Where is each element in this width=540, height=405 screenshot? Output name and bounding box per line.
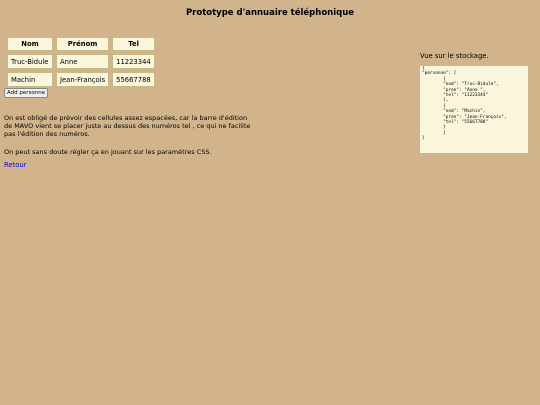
cell-prenom[interactable]: Anne: [56, 54, 109, 69]
cell-prenom[interactable]: Jean-François: [56, 72, 109, 87]
note-paragraph: On peut sans doute régler ça en jouant sur les paramètres CSS.: [4, 148, 212, 156]
cell-nom[interactable]: Truc-Bidule: [7, 54, 53, 69]
phone-directory-table: [4, 34, 158, 90]
column-header-nom: Nom: [7, 37, 53, 51]
cell-nom[interactable]: Machin: [7, 72, 53, 87]
cell-tel[interactable]: 55667788: [112, 72, 155, 87]
column-header-prenom: Prénom: [56, 37, 109, 51]
storage-json-view: { "personne": [ { "nom": "Truc-Bidule", "pren": "Anne ", "tel": "11223344" }, { "nom": "Machin", "pren": "Jean-François", "tel": "55667788" } ] }: [419, 65, 529, 154]
table-row: [7, 72, 155, 87]
cell-tel[interactable]: 11223344: [112, 54, 155, 69]
column-header-tel: Tel: [112, 37, 155, 51]
explanation-note: [4, 114, 254, 166]
back-link[interactable]: Retour: [4, 161, 27, 169]
add-personne-button[interactable]: Add personne: [4, 88, 48, 98]
table-row: [7, 54, 155, 69]
page-title: Prototype d'annuaire téléphonique: [185, 8, 355, 18]
storage-view-label: Vue sur le stockage.: [420, 52, 489, 60]
note-paragraph: On est obligé de prévoir des cellules assez espacées, car la barre d'édition de MAVO vient se placer juste au dessus des numéros tel , ce qui ne facilite pas l'édition des numéros.: [4, 114, 251, 138]
table-header-row: [7, 37, 155, 51]
